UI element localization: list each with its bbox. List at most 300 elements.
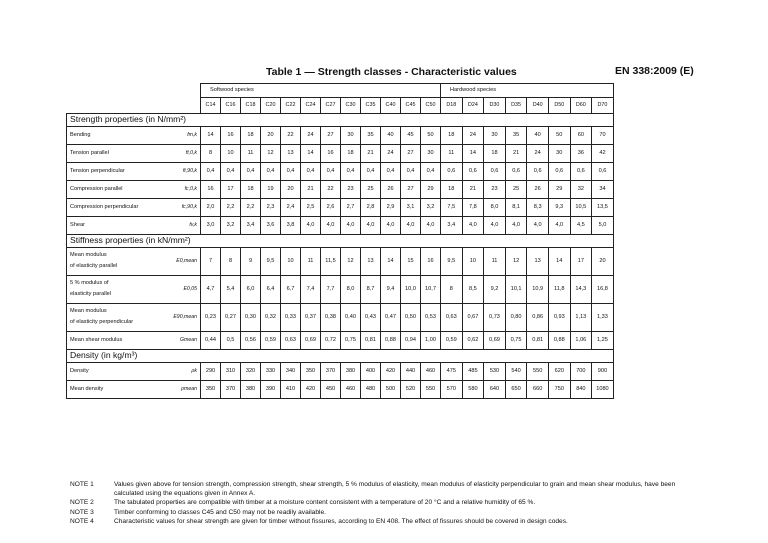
value-cell: 14: [381, 248, 401, 276]
value-cell: 0,4: [361, 163, 381, 181]
group-header-row: [67, 84, 614, 98]
value-cell: 0,32: [261, 304, 281, 332]
value-cell: 0,6: [548, 163, 570, 181]
value-cell: 18: [441, 181, 463, 199]
value-cell: 8: [201, 145, 221, 163]
value-cell: 3,0: [201, 217, 221, 235]
value-cell: 3,6: [261, 217, 281, 235]
value-cell: 330: [261, 363, 281, 381]
class-header: C18: [241, 98, 261, 114]
table-row: [67, 276, 614, 304]
table-row: [67, 181, 614, 199]
property-name: Mean modulus: [70, 252, 107, 259]
class-header: C24: [301, 98, 321, 114]
section-title: Density (in kg/m³): [67, 350, 614, 363]
property-symbol: ρmean: [165, 381, 201, 399]
table-row: [67, 332, 614, 350]
value-cell: 2,5: [301, 199, 321, 217]
class-header: D60: [570, 98, 592, 114]
value-cell: 640: [484, 381, 506, 399]
value-cell: 9: [241, 248, 261, 276]
value-cell: 10,7: [421, 276, 441, 304]
value-cell: 4,0: [505, 217, 527, 235]
class-header: C22: [281, 98, 301, 114]
value-cell: 340: [281, 363, 301, 381]
value-cell: 370: [221, 381, 241, 399]
value-cell: 4,0: [401, 217, 421, 235]
value-cell: 1,13: [570, 304, 592, 332]
value-cell: 26: [527, 181, 549, 199]
softwood-group-header: Softwood species: [201, 84, 441, 98]
corner-blank: [67, 84, 201, 114]
value-cell: 16,8: [592, 276, 614, 304]
value-cell: 1,06: [570, 332, 592, 350]
value-cell: 450: [321, 381, 341, 399]
value-cell: 0,43: [361, 304, 381, 332]
class-header: D50: [548, 98, 570, 114]
value-cell: 14: [548, 248, 570, 276]
value-cell: 14: [201, 127, 221, 145]
value-cell: 18: [441, 127, 463, 145]
value-cell: 7,8: [462, 199, 484, 217]
class-header: C20: [261, 98, 281, 114]
property-symbol: E0,mean: [165, 248, 201, 276]
value-cell: 12: [341, 248, 361, 276]
property-symbol: ρk: [165, 363, 201, 381]
class-header: D70: [592, 98, 614, 114]
value-cell: 4,5: [570, 217, 592, 235]
note-label: NOTE 4: [70, 517, 94, 525]
value-cell: 310: [221, 363, 241, 381]
value-cell: 350: [201, 381, 221, 399]
table-row: [67, 248, 614, 276]
property-name: Compression parallel: [70, 185, 123, 192]
value-cell: 2,8: [361, 199, 381, 217]
value-cell: 485: [462, 363, 484, 381]
value-cell: 400: [361, 363, 381, 381]
value-cell: 8,5: [462, 276, 484, 304]
value-cell: 0,4: [261, 163, 281, 181]
value-cell: 0,30: [241, 304, 261, 332]
value-cell: 8,1: [505, 199, 527, 217]
property-label: [67, 163, 165, 181]
value-cell: 0,86: [527, 304, 549, 332]
value-cell: 21: [301, 181, 321, 199]
table-row: [67, 127, 614, 145]
value-cell: 9,4: [381, 276, 401, 304]
property-label: [67, 145, 165, 163]
value-cell: 0,63: [441, 304, 463, 332]
value-cell: 45: [401, 127, 421, 145]
value-cell: 5,4: [221, 276, 241, 304]
value-cell: 30: [484, 127, 506, 145]
value-cell: 3,4: [241, 217, 261, 235]
section-title: Strength properties (in N/mm²): [67, 114, 614, 127]
property-name: Density: [70, 367, 89, 374]
value-cell: 20: [281, 181, 301, 199]
value-cell: 23: [484, 181, 506, 199]
value-cell: 6,4: [261, 276, 281, 304]
property-symbol: ft,0,k: [165, 145, 201, 163]
value-cell: 14: [301, 145, 321, 163]
value-cell: 10,5: [570, 199, 592, 217]
value-cell: 20: [261, 127, 281, 145]
value-cell: 410: [281, 381, 301, 399]
value-cell: 3,8: [281, 217, 301, 235]
value-cell: 420: [301, 381, 321, 399]
value-cell: 3,2: [221, 217, 241, 235]
value-cell: 2,3: [261, 199, 281, 217]
value-cell: 440: [401, 363, 421, 381]
value-cell: 460: [421, 363, 441, 381]
value-cell: 27: [321, 127, 341, 145]
value-cell: 25: [361, 181, 381, 199]
value-cell: 10,1: [505, 276, 527, 304]
value-cell: 0,4: [401, 163, 421, 181]
value-cell: 5,0: [592, 217, 614, 235]
property-name-continued: of elasticity perpendicular: [70, 319, 134, 325]
value-cell: 0,69: [301, 332, 321, 350]
value-cell: 19: [261, 181, 281, 199]
value-cell: 22: [321, 181, 341, 199]
property-name: Mean modulus: [70, 308, 107, 315]
property-label: [67, 381, 165, 399]
value-cell: 25: [505, 181, 527, 199]
note: [70, 498, 690, 507]
property-label: [67, 199, 165, 217]
value-cell: 0,6: [527, 163, 549, 181]
value-cell: 35: [505, 127, 527, 145]
value-cell: 0,33: [281, 304, 301, 332]
value-cell: 7,5: [441, 199, 463, 217]
value-cell: 0,75: [505, 332, 527, 350]
value-cell: 540: [505, 363, 527, 381]
value-cell: 9,2: [484, 276, 506, 304]
value-cell: 36: [570, 145, 592, 163]
property-name-continued: elasticity parallel: [70, 291, 112, 297]
note-text: Timber conforming to classes C45 and C50 may not be readily available.: [114, 508, 326, 516]
property-label: [67, 217, 165, 235]
value-cell: 18: [341, 145, 361, 163]
value-cell: 0,4: [221, 163, 241, 181]
value-cell: 20: [592, 248, 614, 276]
value-cell: 0,27: [221, 304, 241, 332]
value-cell: 0,56: [241, 332, 261, 350]
value-cell: 11: [441, 145, 463, 163]
value-cell: 10: [462, 248, 484, 276]
value-cell: 70: [592, 127, 614, 145]
value-cell: 16: [421, 248, 441, 276]
class-header: C14: [201, 98, 221, 114]
value-cell: 3,1: [401, 199, 421, 217]
value-cell: 0,4: [381, 163, 401, 181]
value-cell: 12: [505, 248, 527, 276]
value-cell: 30: [421, 145, 441, 163]
table-row: [67, 199, 614, 217]
value-cell: 13: [361, 248, 381, 276]
value-cell: 390: [261, 381, 281, 399]
value-cell: 7,7: [321, 276, 341, 304]
value-cell: 8: [221, 248, 241, 276]
value-cell: 17: [221, 181, 241, 199]
value-cell: 60: [570, 127, 592, 145]
value-cell: 18: [484, 145, 506, 163]
value-cell: 0,6: [570, 163, 592, 181]
property-label: [67, 304, 165, 332]
section-header-row: [67, 350, 614, 363]
class-header: C16: [221, 98, 241, 114]
value-cell: 8: [441, 276, 463, 304]
value-cell: 0,6: [592, 163, 614, 181]
value-cell: 620: [548, 363, 570, 381]
note-label: NOTE 3: [70, 508, 94, 516]
value-cell: 2,4: [281, 199, 301, 217]
value-cell: 24: [462, 127, 484, 145]
value-cell: 0,4: [281, 163, 301, 181]
value-cell: 0,4: [341, 163, 361, 181]
value-cell: 520: [401, 381, 421, 399]
value-cell: 11: [241, 145, 261, 163]
class-header: D18: [441, 98, 463, 114]
section-header-row: [67, 235, 614, 248]
value-cell: 34: [592, 181, 614, 199]
value-cell: 2,2: [241, 199, 261, 217]
value-cell: 6,0: [241, 276, 261, 304]
value-cell: 27: [401, 181, 421, 199]
class-header: C35: [361, 98, 381, 114]
table-row: [67, 145, 614, 163]
value-cell: 4,0: [527, 217, 549, 235]
value-cell: 660: [527, 381, 549, 399]
value-cell: 0,37: [301, 304, 321, 332]
table-row: [67, 363, 614, 381]
value-cell: 30: [548, 145, 570, 163]
value-cell: 16: [321, 145, 341, 163]
note-text: Characteristic values for shear strength are given for timber without fissures, according to EN 408. The effect of fissures should be covered in design codes.: [114, 517, 568, 525]
value-cell: 0,47: [381, 304, 401, 332]
property-label: [67, 127, 165, 145]
value-cell: 550: [421, 381, 441, 399]
table-notes: [70, 480, 690, 526]
property-symbol: Gmean: [165, 332, 201, 350]
value-cell: 0,80: [505, 304, 527, 332]
value-cell: 0,40: [341, 304, 361, 332]
value-cell: 18: [241, 181, 261, 199]
value-cell: 900: [592, 363, 614, 381]
value-cell: 460: [341, 381, 361, 399]
value-cell: 12: [261, 145, 281, 163]
value-cell: 24: [381, 145, 401, 163]
value-cell: 4,7: [201, 276, 221, 304]
value-cell: 0,59: [261, 332, 281, 350]
value-cell: 840: [570, 381, 592, 399]
value-cell: 0,4: [201, 163, 221, 181]
value-cell: 0,88: [548, 332, 570, 350]
value-cell: 21: [505, 145, 527, 163]
note: [70, 480, 690, 498]
value-cell: 4,0: [462, 217, 484, 235]
table-row: [67, 304, 614, 332]
note-label: NOTE 1: [70, 481, 94, 488]
value-cell: 8,0: [341, 276, 361, 304]
table-row: [67, 217, 614, 235]
note: [70, 517, 690, 526]
value-cell: 7: [201, 248, 221, 276]
value-cell: 35: [361, 127, 381, 145]
property-label: [67, 181, 165, 199]
standard-reference: EN 338:2009 (E): [615, 65, 694, 77]
value-cell: 0,72: [321, 332, 341, 350]
property-symbol: fc,0,k: [165, 181, 201, 199]
value-cell: 21: [462, 181, 484, 199]
class-header: C50: [421, 98, 441, 114]
value-cell: 11,8: [548, 276, 570, 304]
table-row: [67, 381, 614, 399]
value-cell: 0,75: [341, 332, 361, 350]
value-cell: 0,81: [527, 332, 549, 350]
property-label: [67, 363, 165, 381]
value-cell: 8,3: [527, 199, 549, 217]
value-cell: 16: [221, 127, 241, 145]
value-cell: 570: [441, 381, 463, 399]
value-cell: 24: [527, 145, 549, 163]
value-cell: 8,0: [484, 199, 506, 217]
value-cell: 0,73: [484, 304, 506, 332]
value-cell: 23: [341, 181, 361, 199]
value-cell: 4,0: [341, 217, 361, 235]
value-cell: 0,93: [548, 304, 570, 332]
value-cell: 42: [592, 145, 614, 163]
class-header: C45: [401, 98, 421, 114]
page-title: Table 1 — Strength classes - Characteristic values: [266, 66, 517, 78]
value-cell: 21: [361, 145, 381, 163]
value-cell: 13: [527, 248, 549, 276]
value-cell: 550: [527, 363, 549, 381]
property-symbol: ft,90,k: [165, 163, 201, 181]
value-cell: 0,67: [462, 304, 484, 332]
value-cell: 0,59: [441, 332, 463, 350]
value-cell: 15: [401, 248, 421, 276]
value-cell: 420: [381, 363, 401, 381]
value-cell: 480: [361, 381, 381, 399]
class-header: D30: [484, 98, 506, 114]
value-cell: 17: [570, 248, 592, 276]
class-header: C27: [321, 98, 341, 114]
value-cell: 1,25: [592, 332, 614, 350]
value-cell: 9,5: [441, 248, 463, 276]
value-cell: 29: [548, 181, 570, 199]
value-cell: 0,4: [241, 163, 261, 181]
value-cell: 0,4: [421, 163, 441, 181]
value-cell: 9,3: [548, 199, 570, 217]
value-cell: 380: [341, 363, 361, 381]
value-cell: 2,7: [341, 199, 361, 217]
property-symbol: fv,k: [165, 217, 201, 235]
value-cell: 0,6: [484, 163, 506, 181]
value-cell: 750: [548, 381, 570, 399]
section-header-row: [67, 114, 614, 127]
value-cell: 2,6: [321, 199, 341, 217]
property-name: Mean density: [70, 385, 104, 392]
value-cell: 0,4: [321, 163, 341, 181]
property-name: Mean shear modulus: [70, 336, 123, 343]
property-label: [67, 332, 165, 350]
value-cell: 14,3: [570, 276, 592, 304]
property-name: Bending: [70, 131, 91, 138]
value-cell: 10: [281, 248, 301, 276]
value-cell: 50: [421, 127, 441, 145]
value-cell: 2,9: [381, 199, 401, 217]
value-cell: 3,2: [421, 199, 441, 217]
value-cell: 40: [527, 127, 549, 145]
value-cell: 0,23: [201, 304, 221, 332]
value-cell: 4,0: [421, 217, 441, 235]
note: [70, 508, 690, 517]
property-name-continued: of elasticity parallel: [70, 263, 118, 269]
property-label: [67, 248, 165, 276]
property-name: 5 % modulus of: [70, 280, 109, 287]
class-header: D35: [505, 98, 527, 114]
value-cell: 1,00: [421, 332, 441, 350]
note-text: Values given above for tension strength, compression strength, shear strength, 5 % modulus of elasticity, mean modulus of elasticity perpendicular to grain and mean shear modulus, have been calculated using the equations given in Annex A.: [114, 481, 676, 498]
property-symbol: E90,mean: [165, 304, 201, 332]
value-cell: 4,0: [381, 217, 401, 235]
value-cell: 580: [462, 381, 484, 399]
value-cell: 16: [201, 181, 221, 199]
value-cell: 290: [201, 363, 221, 381]
value-cell: 650: [505, 381, 527, 399]
value-cell: 8,7: [361, 276, 381, 304]
property-symbol: fc,90,k: [165, 199, 201, 217]
value-cell: 40: [381, 127, 401, 145]
value-cell: 0,62: [462, 332, 484, 350]
value-cell: 10,9: [527, 276, 549, 304]
value-cell: 500: [381, 381, 401, 399]
note-label: NOTE 2: [70, 499, 94, 507]
value-cell: 7,4: [301, 276, 321, 304]
property-name: Shear: [70, 221, 85, 228]
value-cell: 2,2: [221, 199, 241, 217]
value-cell: 4,0: [361, 217, 381, 235]
value-cell: 11: [484, 248, 506, 276]
value-cell: 380: [241, 381, 261, 399]
value-cell: 50: [548, 127, 570, 145]
value-cell: 0,63: [281, 332, 301, 350]
value-cell: 350: [301, 363, 321, 381]
value-cell: 26: [381, 181, 401, 199]
value-cell: 4,0: [484, 217, 506, 235]
value-cell: 0,6: [505, 163, 527, 181]
value-cell: 4,0: [548, 217, 570, 235]
value-cell: 4,0: [301, 217, 321, 235]
value-cell: 320: [241, 363, 261, 381]
hardwood-group-header: Hardwood species: [441, 84, 614, 98]
value-cell: 30: [341, 127, 361, 145]
value-cell: 0,53: [421, 304, 441, 332]
value-cell: 0,6: [462, 163, 484, 181]
value-cell: 530: [484, 363, 506, 381]
class-header: C30: [341, 98, 361, 114]
property-name: Tension parallel: [70, 149, 109, 156]
value-cell: 11,5: [321, 248, 341, 276]
value-cell: 14: [462, 145, 484, 163]
value-cell: 13,5: [592, 199, 614, 217]
value-cell: 4,0: [321, 217, 341, 235]
property-symbol: E0,05: [165, 276, 201, 304]
class-header: C40: [381, 98, 401, 114]
value-cell: 32: [570, 181, 592, 199]
value-cell: 11: [301, 248, 321, 276]
